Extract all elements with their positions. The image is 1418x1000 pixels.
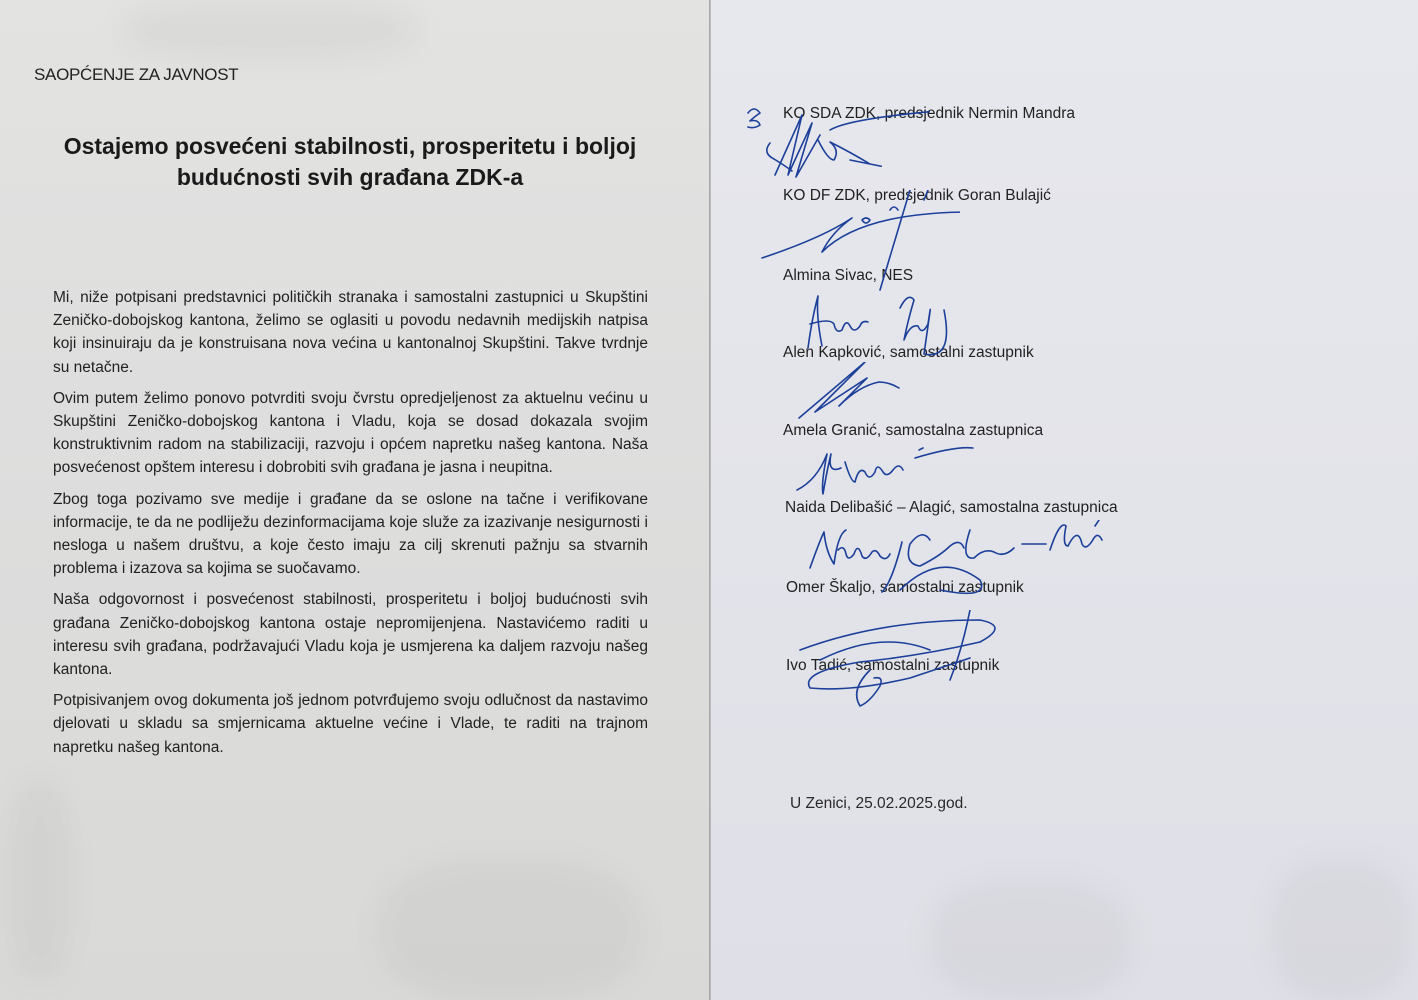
signatory-line: Alen Kapković, samostalni zastupnik <box>783 344 1034 361</box>
signatory-line: Omer Škaljo, samostalni zastupnik <box>786 579 1024 596</box>
paper-shadow <box>931 880 1131 1000</box>
paper-shadow <box>120 0 420 60</box>
signatory-line: Naida Delibašić – Alagić, samostalna zastupnica <box>785 499 1118 516</box>
paragraph: Naša odgovornost i posvećenost stabilnosti, prosperitetu i boljoj budućnosti svih građana Zeničko-dobojskog kantona ostaje nepromijenjena. Nastavićemo raditi u interesu svih građana, podržavajući Vladu koja je usmjerena ka daljem razvoju našeg kantona. <box>53 591 648 679</box>
paper-shadow <box>10 780 70 980</box>
place-and-date: U Zenici, 25.02.2025.god. <box>790 795 968 812</box>
signatory-line: KO SDA ZDK, predsjednik Nermin Mandra <box>783 105 1076 122</box>
document-body <box>53 286 648 767</box>
paragraph: Potpisivanjem ovog dokumenta još jednom potvrđujemo svoju odlučnost da nastavimo djelovati u skladu sa smjernicama aktuelne većine i Vlade, te raditi na trajnom napretku našeg kantona. <box>53 692 648 756</box>
paragraph: Zbog toga pozivamo sve medije i građane da se oslone na tačne i verifikovane informacije, te da ne podliježu dezinformacijama koje služe za izazivanje nesigurnosti i nesloga u našem društvu, a koje često imaju za cilj skrenuti pažnju sa stvarnih problema i izazova sa kojima se suočavamo. <box>53 490 648 578</box>
document-title: Ostajemo posvećeni stabilnosti, prosperitetu i boljoj budućnosti svih građana ZDK-a <box>63 133 637 190</box>
document-label: SAOPĆENJE ZA JAVNOST <box>34 65 239 84</box>
signatory-line: Almina Sivac, NES <box>783 267 914 284</box>
signatory-line: Ivo Tadić, samostalni zastupnik <box>786 657 1000 674</box>
paper-shadow <box>380 860 640 1000</box>
paragraph: Mi, niže potpisani predstavnici političkih stranaka i samostalni zastupnici u Skupštini Zeničko-dobojskog kantona, želimo se oglasiti u povodu nedavnih medijskih natpisa koji insinuiraju da je konstruisana nova većina u kantonalnoj Skupštini. Takve tvrdnje su netačne. <box>53 289 648 376</box>
paragraph: Ovim putem želimo ponovo potvrditi svoju čvrstu opredjeljenost za aktuelnu većinu u Skupštini Zeničko-dobojskog kantona i Vladu, koja se dosad dokazala svojim konstruktivnim radom na stabilizaciji, razvoju i općem napretku našeg kantona. Naša posvećenost opštem interesu i dobrobiti svih građana je jasna i neupitna. <box>53 389 648 477</box>
signatory-line: Amela Granić, samostalna zastupnica <box>783 422 1044 439</box>
paper-shadow <box>1271 860 1411 1000</box>
signatory-line: KO DF ZDK, predsjednik Goran Bulajić <box>783 187 1051 204</box>
